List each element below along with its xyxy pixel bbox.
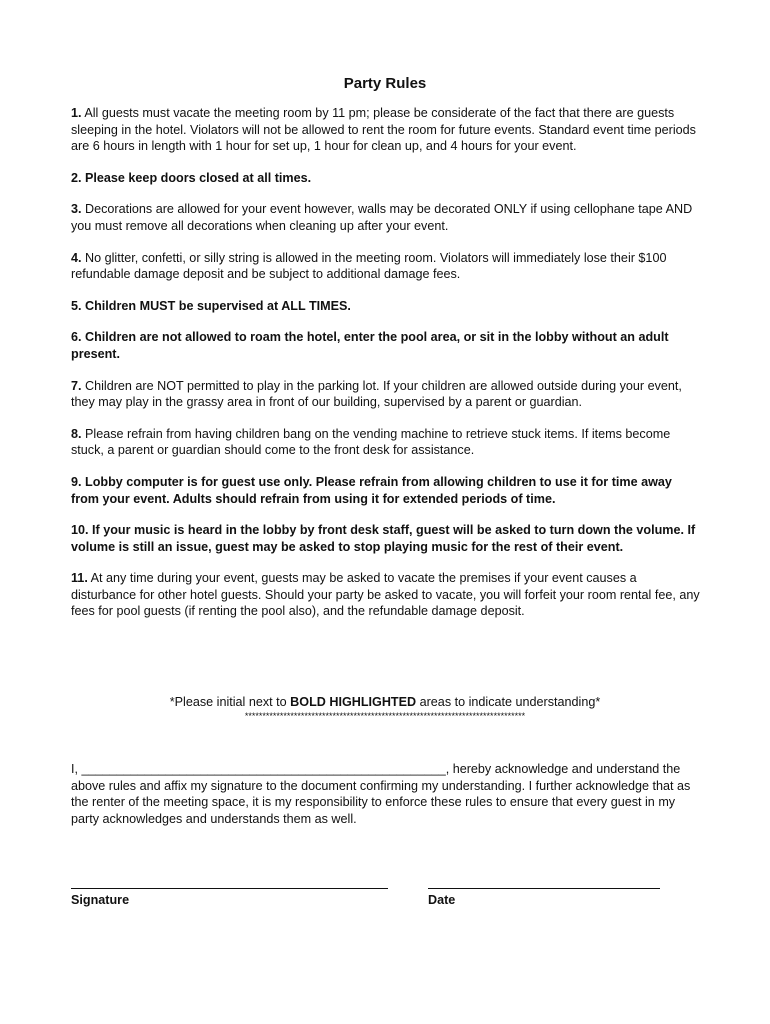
rule-text: Decorations are allowed for your event however, walls may be decorated ONLY if using cellophane tape AND you must remove all decorations when cleaning up after your event.	[71, 202, 693, 233]
rule-number: 4.	[71, 250, 82, 265]
rule-5	[71, 298, 701, 315]
rule-8	[71, 426, 701, 459]
rule-1	[71, 105, 701, 155]
rule-number: 8.	[71, 426, 82, 441]
rule-text: Lobby computer is for guest use only. Please refrain from allowing children to use it for time away from your event. Adults should refrain from using it for extended periods of time.	[71, 474, 672, 506]
date-line[interactable]	[428, 888, 660, 889]
acknowledgement-paragraph: I, ____________________________________________________, hereby acknowledge and understand the above rules and affix my signature to the document confirming my understanding. I further acknowledge that as the renter of the meeting space, it is my responsibility to enforce these rules to ensure that every guest in my party acknowledges and understands them as well.	[71, 762, 691, 826]
rule-6	[71, 329, 701, 362]
rule-text: All guests must vacate the meeting room by 11 pm; please be considerate of the fact that there are guests sleeping in the hotel. Violators will not be allowed to rent the room for future events. Standard event time periods are 6 hours in length with 1 hour for set up, 1 hour for clean up, and 4 hours for your event.	[71, 106, 696, 154]
rule-number: 9.	[71, 474, 82, 489]
rule-number: 6.	[71, 330, 82, 345]
rule-text: Children MUST be supervised at ALL TIMES.	[81, 298, 351, 313]
signature-line[interactable]	[71, 888, 388, 889]
rule-4	[71, 250, 701, 283]
rule-9	[71, 474, 701, 507]
date-label: Date	[428, 893, 456, 907]
rule-text: Please keep doors closed at all times.	[81, 170, 312, 185]
rule-number: 3.	[71, 202, 82, 217]
rule-number: 10.	[71, 523, 89, 538]
rule-number: 11.	[71, 571, 88, 586]
initial-note-emphasis: BOLD HIGHLIGHTED	[290, 695, 417, 709]
rule-text: Children are not allowed to roam the hotel, enter the pool area, or sit in the lobby without an adult present.	[71, 330, 669, 361]
rule-text: No glitter, confetti, or silly string is allowed in the meeting room. Violators will immediately lose their $100 refundable damage deposit and be subject to additional damage fees.	[71, 250, 667, 282]
rule-number: 5.	[71, 298, 82, 313]
rule-text: If your music is heard in the lobby by front desk staff, guest will be asked to turn down the volume. If volume is still an issue, guest may be asked to stop playing music for the rest of their event.	[71, 523, 696, 554]
initial-note-prefix: *Please initial next to	[169, 695, 291, 709]
rule-7	[71, 378, 701, 411]
rule-text: Children are NOT permitted to play in the parking lot. If your children are allowed outside during your event, they may play in the grassy area in front of our building, supervised by a parent or guardian.	[71, 378, 682, 410]
asterisk-separator: ********************************************************************************	[244, 711, 526, 721]
rules-list	[71, 105, 701, 635]
rule-10	[71, 522, 701, 555]
initial-instruction	[0, 694, 770, 710]
rule-2	[71, 170, 701, 187]
rule-text: Please refrain from having children bang on the vending machine to retrieve stuck items. If items become stuck, a parent or guardian should come to the front desk for assistance.	[71, 426, 671, 458]
rule-number: 7.	[71, 378, 82, 393]
rule-text: At any time during your event, guests may be asked to vacate the premises if your event causes a disturbance for other hotel guests. Should your party be asked to vacate, you will forfeit your room rental fee, any fees for pool guests (if renting the pool also), and the refundable damage deposit.	[71, 571, 700, 619]
signature-label: Signature	[71, 893, 130, 907]
rule-3	[71, 201, 701, 234]
rule-number: 1.	[71, 106, 82, 120]
rule-11	[71, 570, 701, 620]
rule-number: 2.	[71, 170, 82, 185]
page-title: Party Rules	[343, 75, 427, 92]
initial-note-suffix: areas to indicate understanding*	[416, 695, 601, 709]
